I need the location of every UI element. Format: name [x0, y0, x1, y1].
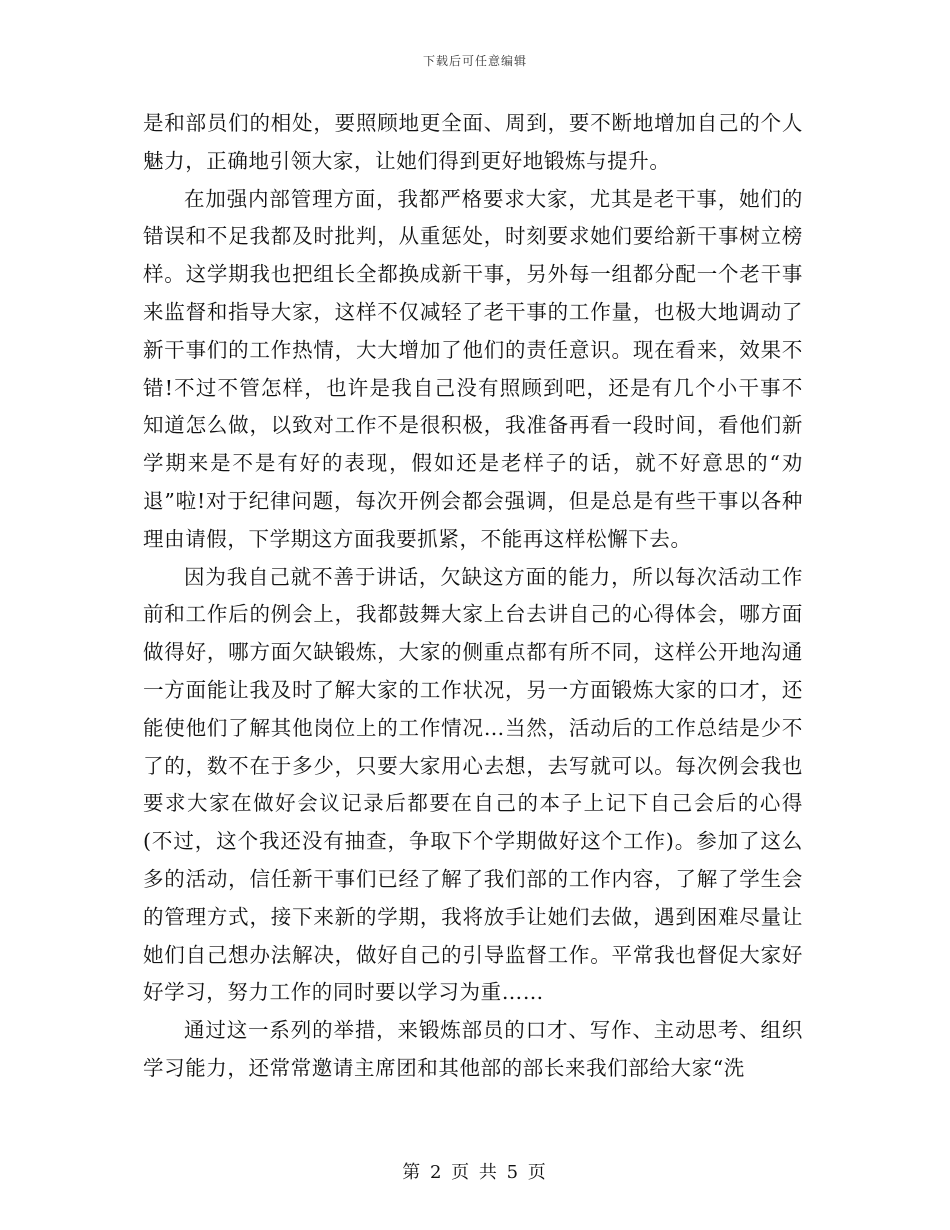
page-header: 下载后可任意编辑: [422, 54, 527, 68]
paragraph-internal-management: 在加强内部管理方面，我都严格要求大家，尤其是老干事，她们的错误和不足我都及时批判，从重惩处，时刻要求她们要给新干事树立榜样。这学期我也把组长全都换成新干事，另外每一组都分配一个老干事来监督和指导大家，这样不仅减轻了老干事的工作量，也极大地调动了新干事们的工作热情，大大增加了他们的责任意识。现在看来，效果不错!不过不管怎样，也许是我自己没有照顾到吧，还是有几个小干事不知道怎么做，以致对工作不是很积极，我准备再看一段时间，看他们新学期来是不是有好的表现，假如还是老样子的话，就不好意思的“劝退”啦!对于纪律问题，每次开例会都会强调，但是总是有些干事以各种理由请假，下学期这方面我要抓紧，不能再这样松懈下去。: [143, 186, 803, 551]
paragraph-continuation: 是和部员们的相处，要照顾地更全面、周到，要不断地增加自己的个人魅力，正确地引领大家，让她们得到更好地锻炼与提升。: [143, 111, 803, 173]
document-body: [143, 105, 803, 1088]
paragraph-measures: 通过这一系列的举措，来锻炼部员的口才、写作、主动思考、组织学习能力，还常常邀请主席团和其他部的部长来我们部给大家“洗: [143, 1018, 803, 1080]
page-number: 第 2 页 共 5 页: [402, 1162, 548, 1183]
paragraph-meetings: 因为我自己就不善于讲话，欠缺这方面的能力，所以每次活动工作前和工作后的例会上，我都鼓舞大家上台去讲自己的心得体会，哪方面做得好，哪方面欠缺锻炼，大家的侧重点都有所不同，这样公开地沟通一方面能让我及时了解大家的工作状况，另一方面锻炼大家的口才，还能使他们了解其他岗位上的工作情况…当然，活动后的工作总结是少不了的，数不在于多少，只要大家用心去想，去写就可以。每次例会我也要求大家在做好会议记录后都要在自己的本子上记下自己会后的心得(不过，这个我还没有抽查，争取下个学期做好这个工作)。参加了这么多的活动，信任新干事们已经了解了我们部的工作内容，了解了学生会的管理方式，接下来新的学期，我将放手让她们去做，遇到困难尽量让她们自己想办法解决，做好自己的引导监督工作。平常我也督促大家好好学习，努力工作的同时要以学习为重……: [143, 564, 803, 1005]
